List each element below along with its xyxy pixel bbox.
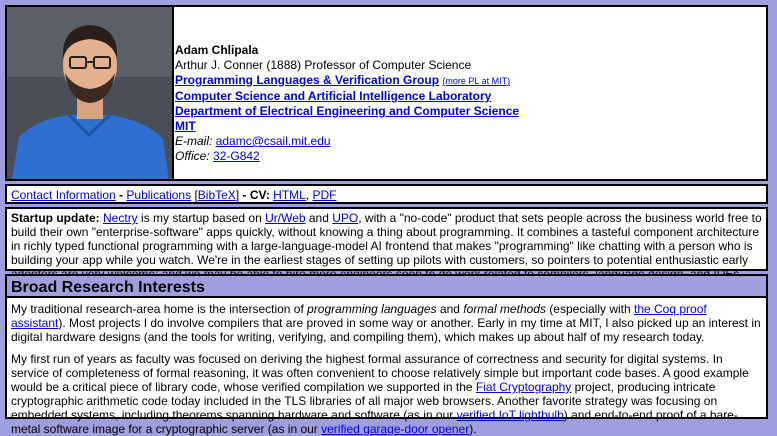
garage-link[interactable]: verified garage-door opener xyxy=(321,422,470,436)
p1-fm: formal methods xyxy=(463,302,546,316)
identity-block xyxy=(175,43,519,164)
links-bar xyxy=(5,184,768,204)
mit-line xyxy=(175,119,519,134)
cv-label: - CV: xyxy=(239,188,274,202)
contact-link[interactable]: Contact Information xyxy=(11,188,116,202)
p1-text-c: (especially with xyxy=(545,302,634,316)
coq-link[interactable]: the Coq proof assistant xyxy=(11,302,707,330)
lab-link[interactable]: Computer Science and Artificial Intelligence Laboratory xyxy=(175,89,492,103)
research-paragraph-1 xyxy=(11,302,762,344)
cv-html-link[interactable]: HTML xyxy=(273,188,306,202)
research-heading: Broad Research Interests xyxy=(7,276,766,298)
email-line xyxy=(175,134,519,149)
email-label: E-mail: xyxy=(175,134,213,148)
research-section xyxy=(5,274,768,436)
p2-text-d: ). xyxy=(469,422,477,436)
bibtex-link[interactable]: BibTeX xyxy=(197,188,236,202)
office-label: Office: xyxy=(175,149,210,163)
office-line xyxy=(175,149,519,164)
p1-text-a: My traditional research-area home is the intersection of xyxy=(11,302,308,316)
p1-pl: programming languages xyxy=(307,302,437,316)
research-paragraph-2 xyxy=(11,352,762,436)
profile-header xyxy=(5,5,768,181)
office-link[interactable]: 32-G842 xyxy=(213,149,260,163)
p2-text-c: ) and end-to-end proof of a bare-metal software image for a cryptographic server (as in our xyxy=(11,408,738,436)
startup-text-3: , with a "no-code" product that sets people across the business world free to build their own "enterprise-software" apps quickly, without knowing a thing about programming. It combines a tasteful component architecture in richly typed functional programming with a large-language-model AI frontend that makes "programming" like chatting with a person who is building your app while you watch. We're in the earliest stages of setting up pilots with customers, so pointers to potential enthusiastic early xyxy=(11,211,762,267)
lab-line xyxy=(175,89,519,104)
bracket-open: [ xyxy=(191,188,198,202)
person-title: Arthur J. Conner (1888) Professor of Computer Science xyxy=(175,58,472,72)
fiat-link[interactable]: Fiat Cryptography xyxy=(475,380,572,394)
group-line xyxy=(175,73,519,89)
startup-text-2: and xyxy=(305,211,333,225)
p1-text-d: ). Most projects I do involve compilers that are proved in some way or another. Early in my time at MIT, I also picked up an interest in digital hardware designs (and the tools for writing, verifying, and compiling them), which makes up about half of my research today. xyxy=(11,316,761,344)
email-link[interactable]: adamc@csail.mit.edu xyxy=(215,134,331,148)
publications-link[interactable]: Publications xyxy=(126,188,192,202)
dept-link[interactable]: Department of Electrical Engineering and Computer Science xyxy=(175,104,520,118)
upo-link[interactable]: UPO xyxy=(332,211,359,225)
startup-update xyxy=(5,207,768,271)
p2-text-a: My first run of years as faculty was focused on deriving the highest formal assurance of correctness and security for digital systems. In service of completeness of formal reasoning, it was often convenient to choose relatively simple but important code bases. A good example would be a critical piece of library code, whose verified compilation we supported in the xyxy=(11,352,749,394)
group-link[interactable]: Programming Languages & Verification Group xyxy=(175,73,440,87)
portrait-photo xyxy=(7,7,174,179)
startup-text-1: is my startup based on xyxy=(137,211,266,225)
cv-comma: , xyxy=(305,188,313,202)
mit-link[interactable]: MIT xyxy=(175,119,196,133)
links-sep: - xyxy=(115,188,127,202)
p1-text-b: and xyxy=(436,302,464,316)
p2-text-b: project, producing intricate cryptographic arithmetic code today included in the TLS libraries of all major web browsers. Another favorite strategy was focusing on embedded systems, including theorems spanning hardware and software (as in our xyxy=(11,380,718,422)
iot-link[interactable]: verified IoT lightbulb xyxy=(456,408,564,422)
cv-pdf-link[interactable]: PDF xyxy=(312,188,337,202)
bracket-close: ] xyxy=(235,188,240,202)
person-name: Adam Chlipala xyxy=(175,43,259,57)
startup-label: Startup update: xyxy=(11,211,100,225)
urweb-link[interactable]: Ur/Web xyxy=(265,211,306,225)
dept-line xyxy=(175,104,519,119)
nectry-link[interactable]: Nectry xyxy=(103,211,138,225)
more-pl-link[interactable]: (more PL at MIT) xyxy=(442,76,511,86)
portrait-illustration xyxy=(7,7,172,179)
